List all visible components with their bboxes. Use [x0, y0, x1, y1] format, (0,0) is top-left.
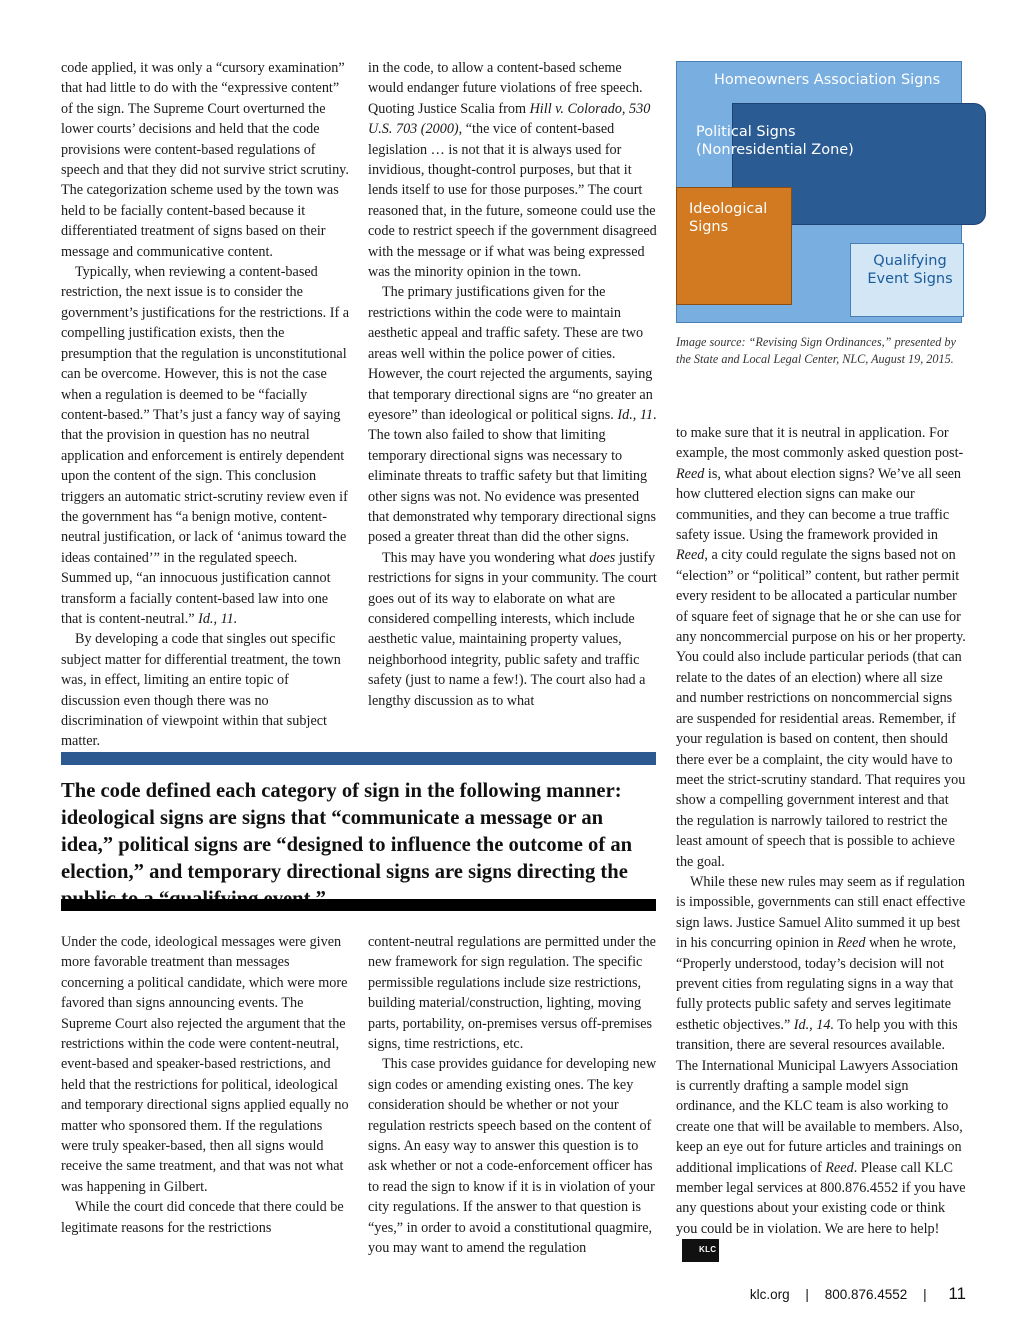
article-column-1-bottom — [61, 932, 351, 1238]
citation: Id., 11 — [617, 406, 653, 423]
article-column-2-bottom — [368, 932, 658, 1259]
paragraph: to make sure that it is neutral in application. For example, the most commonly asked question post-Reed is, what about election signs? We’ve all seen how cluttered election signs can make our communities, and they can become a true traffic safety issue. Using the framework provided in Reed, a city could regulate the signs based not on “election” or “political” content, but rather permit every resident to be allocated a particular number of square feet of signage that he or she can use for any noncommercial purpose on his or her property. You could also include particular periods (that can relate to the dates of an election) where all size and number restrictions on noncommercial signs are suspended for residential areas. Remember, if your regulation is based on content, then should there ever be a complaint, the city would have to meet the strict-scrutiny standard. That requires you show a compelling government interest and that the regulation is narrowly tailored to restrict the least amount of speech that is possible to achieve the goal. — [676, 425, 966, 870]
pullquote-top-rule — [61, 752, 656, 765]
paragraph: While these new rules may seem as if regulation is impossible, governments can still enact effective sign laws. Justice Samuel Alito summed it up best in his concurring opinion in Reed when he wrote, “Properly understood, today’s decision will not prevent cities from regulating signs in a way that fully protects public safety and serves legitimate esthetic objectives.” Id., 14. To help you with this transition, there are several resources available. The International Municipal Lawyers Association is currently drafting a sample model sign ordinance, and the KLC team is also working to create one that will be available to members. Also, keep an eye out for future articles and trainings on additional implications of Reed. Please call KLC member legal services at 800.876.4552 if you have any questions about your existing code or think you could be in violation. We are here to help!KLC — [676, 872, 966, 1262]
qualifying-event-signs-label: Qualifying Event Signs — [867, 253, 953, 287]
paragraph: Typically, when reviewing a content-based restriction, the next issue is to consider the government’s justifications for the restrictions. If a compelling justification exists, then the presumption that the regulation is unconstitutional can be overcome. However, this is not the case when a regulation is deemed to be “facially content-based.” That’s just a fancy way of saying that the provision in question has no neutral application and enforcement is entirely dependent upon the content of the sign. This conclusion triggers an automatic strict-scrutiny review even if the government has “a benign motive, content-neutral justification, or lack of ‘animus toward the ideas contained’” in the regulated speech. Summed up, “an innocuous justification cannot transform a facially content-based law into one that is content-neutral.” Id., 11. — [61, 264, 350, 627]
klc-logo: KLC — [682, 1239, 719, 1261]
article-column-3 — [676, 423, 966, 1262]
paragraph: While the court did concede that there could be legitimate reasons for the restrictions — [61, 1199, 344, 1236]
article-column-2 — [368, 58, 658, 711]
pull-quote: The code defined each category of sign in the following manner: ideological signs are signs that “communicate a message or an idea,” political signs are “designed to influence the outcome of an election,” and temporary directional signs are signs directing the — [61, 780, 633, 883]
paragraph: This case provides guidance for developing new sign codes or amending existing ones. The key consideration should be whether or not your regulation restricts speech based on the content of signs. An easy way to answer this question is to ask whether or not a code-enforcement officer has to read the sign to know if it is in violation of your city regulations. If the answer to that question is “yes,” in order to avoid a constitutional quagmire, you may want to amend the regulation — [368, 1056, 657, 1257]
footer-separator: | — [923, 1287, 927, 1302]
phone-number: 800.876.4552 — [824, 1287, 908, 1302]
hoa-signs-label: Homeowners Association Signs — [714, 72, 941, 88]
image-caption: Image source: “Revising Sign Ordinances,” presented by the State and Local Legal Center, NLC, August 19, 2015. — [676, 335, 956, 366]
sign-category-diagram — [676, 61, 962, 323]
paragraph: in the code, to allow a content-based scheme would endanger future violations of free speech. Quoting Justice Scalia from Hill v. Colorado, 530 U.S. 703 (2000), “the vice of content-based legislation … is not that it is always used for invidious, thought-control purposes, but that it lends itself to use for those purposes.” The court reasoned that, in the future, someone could use the code to restrict speech if the government disagreed with the message or if what was being expressed was the minority opinion in the town. — [368, 60, 657, 281]
paragraph: This may have you wondering what does justify restrictions for signs in your community. The court goes out of its way to elaborate on what are considered compelling interests, which include aesthetic value, maintaining property values, neighborhood integrity, public safety and traffic safety (just to name a few!). The court also had a lengthy discussion as to what — [368, 549, 657, 709]
pullquote-bottom-rule — [61, 899, 656, 911]
political-signs-label: Political Signs (Nonresidential Zone) — [696, 124, 854, 158]
paragraph: content-neutral regulations are permitted under the new framework for sign regulation. The specific permissible regulations include size restrictions, building material/construction, lighting, moving parts, portability, on-premises versus off-premises signs, time restrictions, etc. — [368, 934, 656, 1053]
page-footer — [600, 1284, 966, 1304]
citation: Id., 11. — [198, 610, 238, 627]
page-number: 11 — [948, 1284, 966, 1303]
paragraph: The primary justifications given for the restrictions within the code were to maintain aesthetic appeal and traffic safety. These are two areas well within the police power of cities. However, the court rejected the arguments, saying that temporary directional signs are “no greater an eyesore” than ideological or political signs. Id., 11. The town also failed to show that limiting temporary directional signs was necessary to eliminate threats to traffic safety but that limiting other signs was not. No evidence was presented that demonstrated why temporary directional signs posed a greater threat than did the other signs. — [368, 284, 657, 546]
emphasis: does — [589, 549, 616, 566]
ideological-signs-label: Ideological Signs — [689, 201, 768, 235]
footer-separator: | — [805, 1287, 809, 1302]
website-link[interactable]: klc.org — [749, 1287, 790, 1302]
paragraph: By developing a code that singles out specific subject matter for differential treatment, the town was, in effect, limiting an entire topic of discussion even though there was no discrimination of viewpoint within that subject matter. — [61, 631, 341, 750]
citation: Id., 14. — [793, 1016, 834, 1033]
paragraph: Under the code, ideological messages were given more favorable treatment than messages concerning a political candidate, which were more favored than signs announcing events. The Supreme Court also rejected the argument that the restrictions within the code were content-neutral, event-based and speaker-based restrictions, and held that the restrictions for political, ideological and temporary directional signs applied equally no matter who sponsored them. If the regulations were truly speaker-based, then all signs would receive the same treatment, and that was not what was happening in Gilbert. — [61, 934, 349, 1195]
paragraph: code applied, it was only a “cursory examination” that had little to do with the “expressive content” of the sign. The Supreme Court overturned the lower courts’ decisions and held that the code provisions were content-based regulations of speech and that they did not survive strict scrutiny. The categorization scheme used by the town was held to be facially content-based because it differentiated treatment of signs based on their message and communicative content. — [61, 60, 349, 260]
article-column-1 — [61, 58, 351, 752]
case-citation: Hill v. Colorado, 530 U.S. 703 (2000) — [368, 100, 651, 138]
